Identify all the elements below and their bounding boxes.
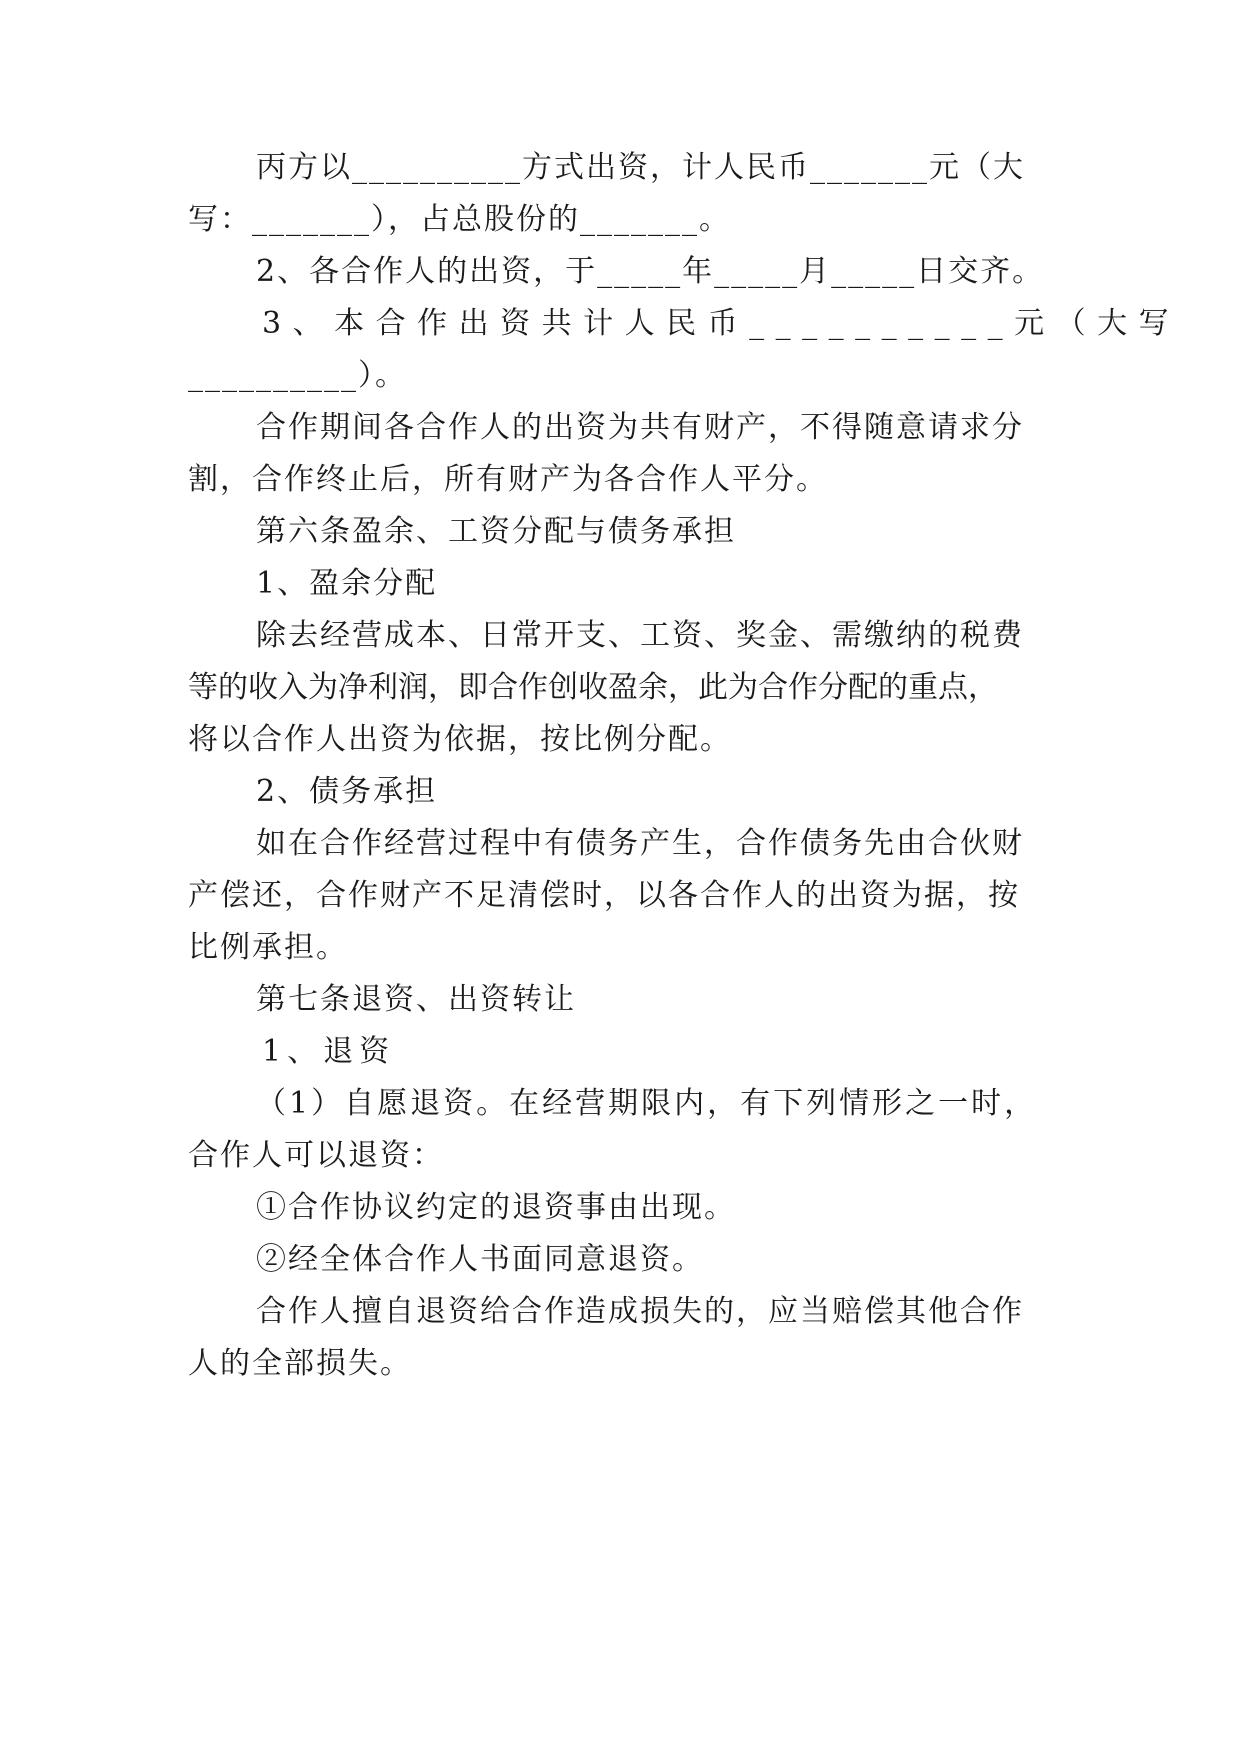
paragraph-line: 如在合作经营过程中有债务产生，合作债务先由合伙财 [256, 826, 1024, 861]
paragraph-line: 合作期间各合作人的出资为共有财产，不得随意请求分 [256, 410, 1024, 445]
paragraph-line: __________）。 [188, 358, 407, 393]
paragraph-line: 除去经营成本、日常开支、工资、奖金、需缴纳的税费 [256, 618, 1024, 653]
paragraph-line: 等的收入为净利润，即合作创收盈余，此为合作分配的重点， [188, 670, 998, 705]
list-item: ①合作协议约定的退资事由出现。 [256, 1190, 736, 1225]
section-heading: 第七条退资、出资转让 [256, 982, 576, 1017]
paragraph-line: 丙方以__________方式出资，计人民币_______元（大 [256, 150, 1025, 185]
paragraph-line: 3、本合作出资共计人民币__________元（大写 [262, 306, 1181, 341]
paragraph-line: 合作人可以退资： [188, 1138, 444, 1173]
paragraph-line: 人的全部损失。 [188, 1346, 412, 1381]
paragraph-line: 合作人擅自退资给合作造成损失的，应当赔偿其他合作 [256, 1294, 1024, 1329]
paragraph-line: （1）自愿退资。在经营期限内，有下列情形之一时， [256, 1086, 1038, 1121]
paragraph-line: 2、各合作人的出资，于_____年_____月_____日交齐。 [256, 254, 1045, 289]
list-item: ②经全体合作人书面同意退资。 [256, 1242, 704, 1277]
paragraph-line: 写：_______），占总股份的_______。 [188, 202, 731, 237]
subsection-heading: 1、退资 [262, 1034, 396, 1069]
section-heading: 第六条盈余、工资分配与债务承担 [256, 514, 736, 549]
paragraph-line: 比例承担。 [188, 930, 348, 965]
subsection-heading: 2、债务承担 [256, 774, 438, 809]
paragraph-line: 割，合作终止后，所有财产为各合作人平分。 [188, 462, 828, 497]
subsection-heading: 1、盈余分配 [256, 566, 438, 601]
paragraph-line: 将以合作人出资为依据，按比例分配。 [188, 722, 732, 757]
paragraph-line: 产偿还，合作财产不足清偿时，以各合作人的出资为据，按 [188, 878, 1020, 913]
